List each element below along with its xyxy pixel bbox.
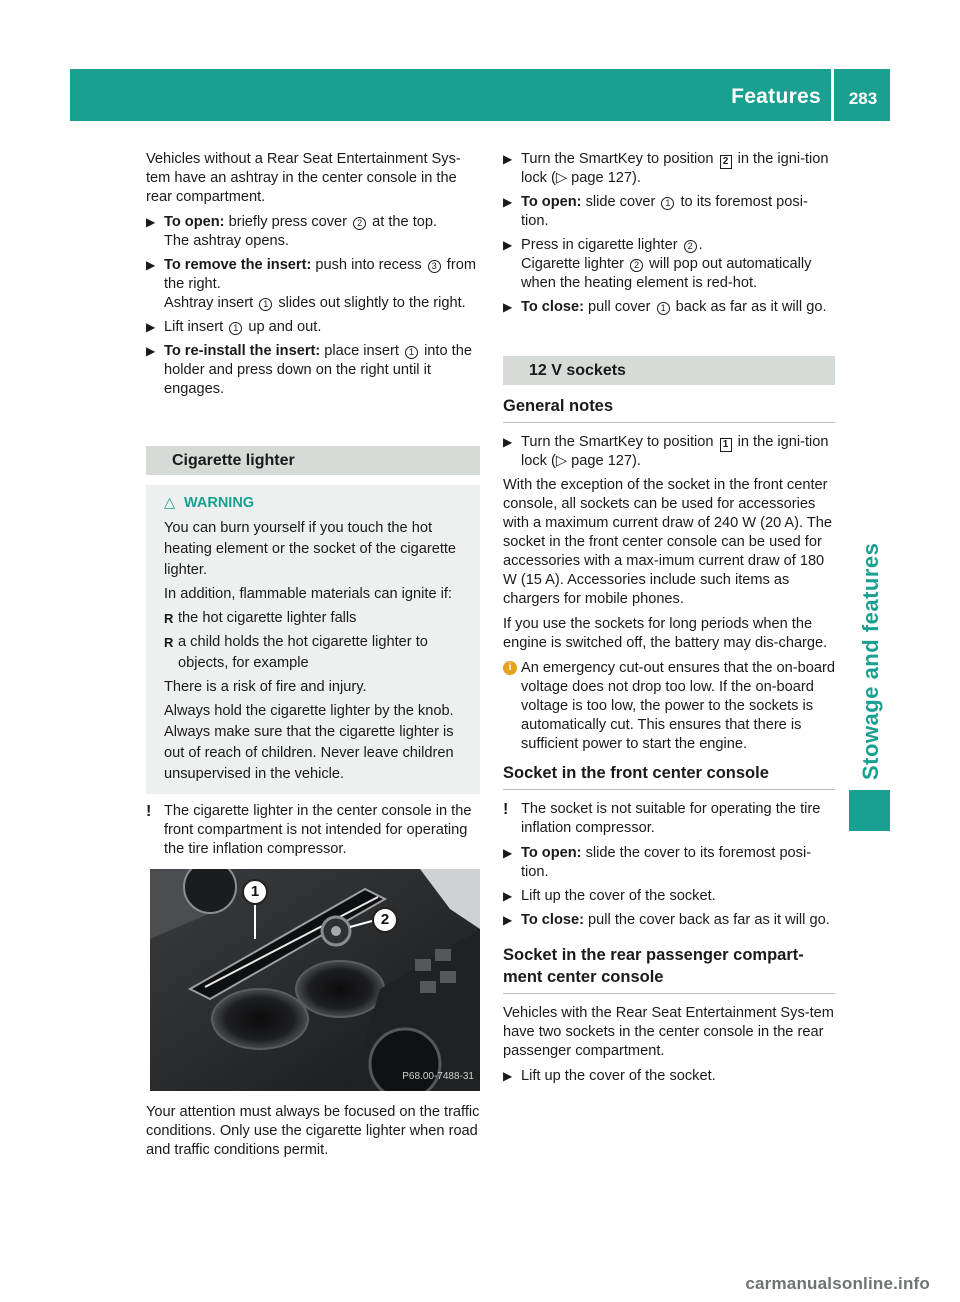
- warning-box: △ WARNING You can burn yourself if you touch the hot heating element or the socket of the cigarette lighter. In addition, flammable materials can ignite if: R the hot cigarette lighter falls R a child holds the hot cigarette lighter to objects, for example There is a risk of fire and injury. Always hold the cigarette lighter by the knob. Always make sure that the cigarette lighter is out of reach of children. Never leave children unsupervised in the vehicle.: [146, 485, 480, 794]
- page-number: 283: [848, 89, 878, 108]
- step-arrow-icon: ▶: [146, 258, 156, 272]
- exclamation-icon: !: [503, 801, 509, 818]
- step-open-ashtray: ▶ To open: briefly press cover 2 at the top. The ashtray opens.: [146, 214, 438, 249]
- step-arrow-icon: ▶: [503, 300, 513, 314]
- warning-title: △ WARNING: [164, 493, 472, 514]
- callout-ref: 1: [229, 322, 242, 335]
- info-note: i An emergency cut-out ensures that the on-board voltage does not drop too low. If the on-board voltage is too low, the power to the sockets is automatically cut. This ensures that there is sufficient power to start the engine.: [503, 659, 835, 754]
- step-close-lighter: ▶ To close: pull cover 1 back as far as it will go.: [503, 299, 827, 315]
- page-ref-link[interactable]: page 127).: [571, 453, 641, 469]
- heading-front-socket: Socket in the front center console: [503, 762, 835, 790]
- step-lift-insert: ▶ Lift insert 1 up and out.: [146, 319, 322, 335]
- note-lighter: ! The cigarette lighter in the center console in the front compartment is not intended for operating the tire inflation compressor.: [146, 803, 472, 857]
- bullet-icon: R: [164, 635, 174, 650]
- list-item: R the hot cigarette lighter falls: [164, 608, 472, 629]
- side-tab-block: [849, 790, 890, 831]
- step-turn-key-2: ▶ Turn the SmartKey to position 1 in the igni-tion lock (▷ page 127).: [503, 434, 829, 469]
- callout-ref: 2: [684, 240, 697, 253]
- step-arrow-icon: ▶: [503, 846, 513, 860]
- callout-ref: 1: [405, 346, 418, 359]
- callout-ref: 1: [661, 197, 674, 210]
- callout-1: 1: [242, 879, 268, 905]
- callout-ref: 1: [259, 298, 272, 311]
- bullet-icon: R: [164, 611, 174, 626]
- chapter-title: Features: [731, 85, 821, 108]
- rear-socket-paragraph: Vehicles with the Rear Seat Entertainment Sys-tem have two sockets in the center console in the rear passenger compartment.: [503, 1005, 834, 1059]
- step-reinstall-insert: ▶ To re-install the insert: place insert 1 into the holder and press down on the right until it engages.: [146, 343, 472, 397]
- step-arrow-icon: ▶: [503, 889, 513, 903]
- info-icon: i: [503, 661, 517, 675]
- callout-ref: 3: [428, 260, 441, 273]
- warning-triangle-icon: △: [164, 495, 176, 511]
- step-turn-key: ▶ Turn the SmartKey to position 2 in the igni-tion lock (▷ page 127).: [503, 151, 829, 186]
- photo-code: P68.00-7488-31: [402, 1071, 474, 1082]
- watermark: carmanualsonline.info: [745, 1274, 930, 1293]
- step-close-socket: ▶ To close: pull the cover back as far as it will go.: [503, 912, 830, 928]
- right-column: [503, 150, 835, 1091]
- step-arrow-icon: ▶: [503, 238, 513, 252]
- key-position: 2: [720, 155, 732, 169]
- step-arrow-icon: ▶: [146, 344, 156, 358]
- step-arrow-icon: ▶: [503, 152, 513, 166]
- side-tab-label: Stowage and features: [858, 542, 883, 780]
- step-open-socket: ▶ To open: slide the cover to its foremost posi-tion.: [503, 845, 812, 880]
- heading-general-notes: General notes: [503, 395, 835, 423]
- page-ref-arrow-icon: ▷: [555, 170, 568, 186]
- key-position: 1: [720, 438, 732, 452]
- step-press-lighter: ▶ Press in cigarette lighter 2 . Cigarette lighter 2 will pop out automatically when the heating element is red-hot.: [503, 237, 812, 291]
- step-arrow-icon: ▶: [503, 913, 513, 927]
- step-arrow-icon: ▶: [503, 1069, 513, 1083]
- list-item: R a child holds the hot cigarette lighter to objects, for example: [164, 634, 428, 671]
- header-separator: [831, 69, 834, 121]
- step-arrow-icon: ▶: [146, 215, 156, 229]
- exclamation-icon: !: [146, 803, 152, 820]
- step-lift-cover: ▶ Lift up the cover of the socket.: [503, 888, 716, 904]
- callout-ref: 2: [630, 259, 643, 272]
- console-illustration: [150, 869, 480, 1091]
- left-column: [146, 150, 480, 1166]
- step-arrow-icon: ▶: [146, 320, 156, 334]
- step-open-lighter: ▶ To open: slide cover 1 to its foremost posi-tion.: [503, 194, 808, 229]
- callout-ref: 2: [353, 217, 366, 230]
- callout-2: 2: [372, 907, 398, 933]
- console-photo: [150, 869, 480, 1091]
- step-lift-cover-rear: ▶ Lift up the cover of the socket.: [503, 1068, 716, 1084]
- note-front-socket: ! The socket is not suitable for operating the tire inflation compressor.: [503, 801, 821, 836]
- ashtray-intro: Vehicles without a Rear Seat Entertainment Sys-tem have an ashtray in the center console in the rear compartment.: [146, 151, 461, 205]
- step-arrow-icon: ▶: [503, 435, 513, 449]
- sockets-paragraph: With the exception of the socket in the front center console, all sockets can be used for accessories with a maximum current draw of 240 W (20 A). The socket in the front center console can be used for accessories with a max-imum current draw of 180 W (15 A). Accessories include such items as chargers for mobile phones.: [503, 477, 833, 607]
- battery-paragraph: If you use the sockets for long periods when the engine is switched off, the battery may dis-charge.: [503, 616, 828, 651]
- callout-ref: 1: [657, 302, 670, 315]
- heading-rear-socket: Socket in the rear passenger compart-ment center console: [503, 944, 835, 994]
- step-arrow-icon: ▶: [503, 195, 513, 209]
- step-remove-insert: ▶ To remove the insert: push into recess 3 from the right. Ashtray insert 1 slides out slightly to the right.: [146, 257, 476, 311]
- page-ref-link[interactable]: page 127).: [571, 170, 641, 186]
- section-12v-sockets: 12 V sockets: [503, 356, 835, 385]
- section-cigarette-lighter: Cigarette lighter: [146, 446, 480, 475]
- page-ref-arrow-icon: ▷: [555, 453, 568, 469]
- attention-text: Your attention must always be focused on the traffic conditions. Only use the cigarette lighter when road and traffic conditions permit.: [146, 1104, 480, 1158]
